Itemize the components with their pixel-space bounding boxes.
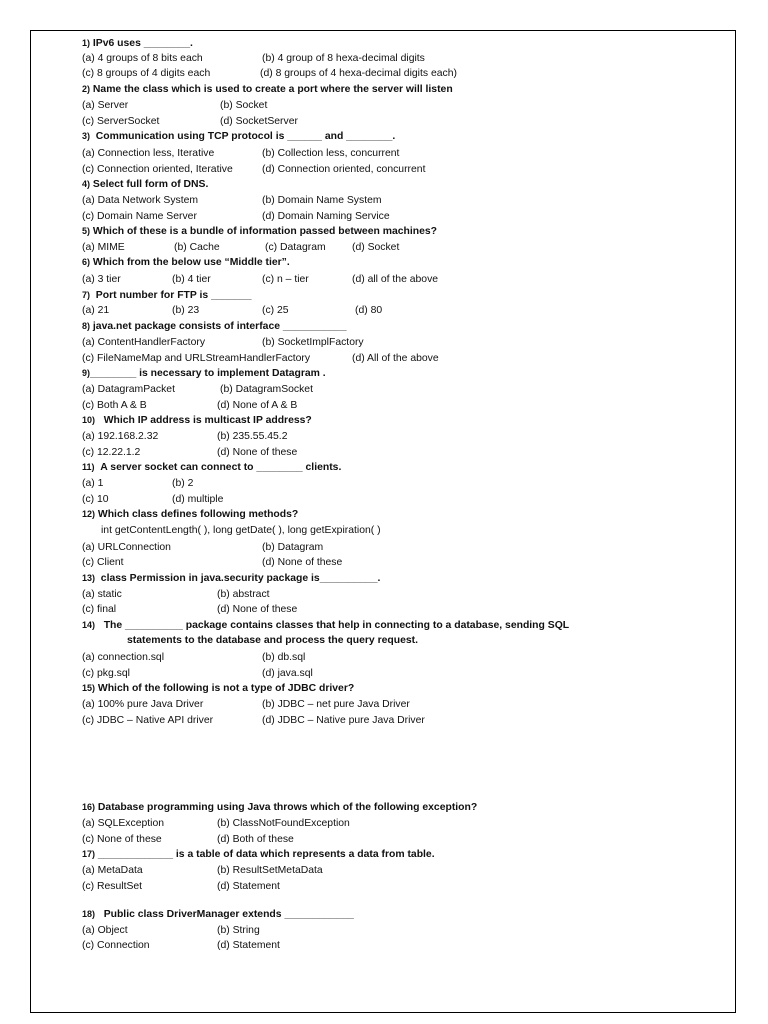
question-9: 9)________ is necessary to implement Datagram . bbox=[82, 368, 326, 379]
option: (c) final bbox=[82, 604, 117, 615]
option: (a) MIME bbox=[82, 242, 125, 253]
option: (a) Object bbox=[82, 925, 128, 936]
option: (d) Statement bbox=[217, 881, 280, 892]
question-2: 2) Name the class which is used to create a port where the server will listen bbox=[82, 84, 453, 95]
option: (d) Both of these bbox=[217, 834, 294, 845]
option: (c) Connection oriented, Iterative bbox=[82, 164, 233, 175]
option: (c) ResultSet bbox=[82, 881, 143, 892]
option: (d) All of the above bbox=[352, 353, 439, 364]
option: (c) Datagram bbox=[265, 242, 326, 253]
option: (b) JDBC – net pure Java Driver bbox=[262, 699, 410, 710]
option: (c) JDBC – Native API driver bbox=[82, 715, 214, 726]
option: (c) 10 bbox=[82, 494, 109, 505]
method-signatures: int getContentLength( ), long getDate( ), long getExpiration( ) bbox=[101, 525, 381, 536]
option: (a) SQLException bbox=[82, 818, 165, 829]
option: (c) FileNameMap and URLStreamHandlerFactory bbox=[82, 353, 311, 364]
option: (a) 100% pure Java Driver bbox=[82, 699, 204, 710]
question-14: 14) The __________ package contains classes that help in connecting to a database, sending SQL bbox=[82, 620, 570, 631]
question-5: 5) Which of these is a bundle of information passed between machines? bbox=[82, 226, 438, 237]
option: (b) DatagramSocket bbox=[220, 384, 313, 395]
option: (d) None of A & B bbox=[217, 400, 298, 411]
option: (a) MetaData bbox=[82, 865, 143, 876]
option: (a) 192.168.2.32 bbox=[82, 431, 159, 442]
option: (c) Both A & B bbox=[82, 400, 147, 411]
option: (a) static bbox=[82, 589, 122, 600]
option: (b) 23 bbox=[172, 305, 200, 316]
option: (d) Statement bbox=[217, 940, 280, 951]
question-17: 17) _____________ is a table of data which represents a data from table. bbox=[82, 849, 435, 860]
option: (a) 4 groups of 8 bits each bbox=[82, 53, 203, 64]
option: (a) Server bbox=[82, 100, 129, 111]
option: (d) Connection oriented, concurrent bbox=[262, 164, 426, 175]
option: (d) SocketServer bbox=[220, 116, 298, 127]
question-7: 7) Port number for FTP is _______ bbox=[82, 290, 252, 301]
option: (a) DatagramPacket bbox=[82, 384, 175, 395]
option: (d) multiple bbox=[172, 494, 224, 505]
option: (b) 4 group of 8 hexa-decimal digits bbox=[262, 53, 425, 64]
option: (c) 8 groups of 4 digits each bbox=[82, 68, 211, 79]
option: (b) 4 tier bbox=[172, 274, 211, 285]
option: (b) ClassNotFoundException bbox=[217, 818, 350, 829]
option: (c) n – tier bbox=[262, 274, 309, 285]
option: (d) None of these bbox=[217, 447, 298, 458]
question-18: 18) Public class DriverManager extends ____________ bbox=[82, 909, 354, 920]
option: (b) Socket bbox=[220, 100, 268, 111]
option: (d) java.sql bbox=[262, 668, 313, 679]
question-8: 8) java.net package consists of interface ___________ bbox=[82, 321, 347, 332]
option: (a) Connection less, Iterative bbox=[82, 148, 215, 159]
option: (d) 8 groups of 4 hexa-decimal digits each) bbox=[260, 68, 457, 79]
question-15: 15) Which of the following is not a type of JDBC driver? bbox=[82, 683, 355, 694]
option: (a) 1 bbox=[82, 478, 104, 489]
question-6: 6) Which from the below use “Middle tier”. bbox=[82, 257, 290, 268]
option: (b) Domain Name System bbox=[262, 195, 382, 206]
option: (d) Socket bbox=[352, 242, 400, 253]
option: (a) URLConnection bbox=[82, 542, 171, 553]
question-10: 10) Which IP address is multicast IP address? bbox=[82, 415, 312, 426]
option: (d) None of these bbox=[217, 604, 298, 615]
option: (a) ContentHandlerFactory bbox=[82, 337, 206, 348]
option: (b) abstract bbox=[217, 589, 270, 600]
question-11: 11) A server socket can connect to ________ clients. bbox=[82, 462, 342, 473]
question-4: 4) Select full form of DNS. bbox=[82, 179, 209, 190]
option: (b) SocketImplFactory bbox=[262, 337, 364, 348]
option: (b) db.sql bbox=[262, 652, 306, 663]
option: (d) 80 bbox=[355, 305, 383, 316]
question-12: 12) Which class defines following methods? bbox=[82, 509, 299, 520]
option: (c) 25 bbox=[262, 305, 289, 316]
option: (b) String bbox=[217, 925, 260, 936]
option: (c) 12.22.1.2 bbox=[82, 447, 141, 458]
option: (c) ServerSocket bbox=[82, 116, 160, 127]
option: (a) Data Network System bbox=[82, 195, 199, 206]
question-1: 1) IPv6 uses ________. bbox=[82, 38, 193, 49]
option: (c) pkg.sql bbox=[82, 668, 130, 679]
option: (b) ResultSetMetaData bbox=[217, 865, 323, 876]
option: (d) Domain Naming Service bbox=[262, 211, 390, 222]
question-13: 13) class Permission in java.security package is__________. bbox=[82, 573, 381, 584]
option: (a) 21 bbox=[82, 305, 110, 316]
option: (b) Collection less, concurrent bbox=[262, 148, 400, 159]
option: (c) None of these bbox=[82, 834, 162, 845]
option: (b) Cache bbox=[174, 242, 220, 253]
option: (a) 3 tier bbox=[82, 274, 121, 285]
option: (d) JDBC – Native pure Java Driver bbox=[262, 715, 425, 726]
question-3: 3) Communication using TCP protocol is ______ and ________. bbox=[82, 131, 396, 142]
option: (b) 235.55.45.2 bbox=[217, 431, 288, 442]
option: (b) 2 bbox=[172, 478, 194, 489]
question-16: 16) Database programming using Java throws which of the following exception? bbox=[82, 802, 478, 813]
option: (b) Datagram bbox=[262, 542, 324, 553]
option: (a) connection.sql bbox=[82, 652, 165, 663]
option: (c) Client bbox=[82, 557, 124, 568]
option: (d) all of the above bbox=[352, 274, 439, 285]
option: (d) None of these bbox=[262, 557, 343, 568]
question-14-continuation: statements to the database and process the query request. bbox=[127, 635, 419, 646]
option: (c) Connection bbox=[82, 940, 150, 951]
option: (c) Domain Name Server bbox=[82, 211, 197, 222]
